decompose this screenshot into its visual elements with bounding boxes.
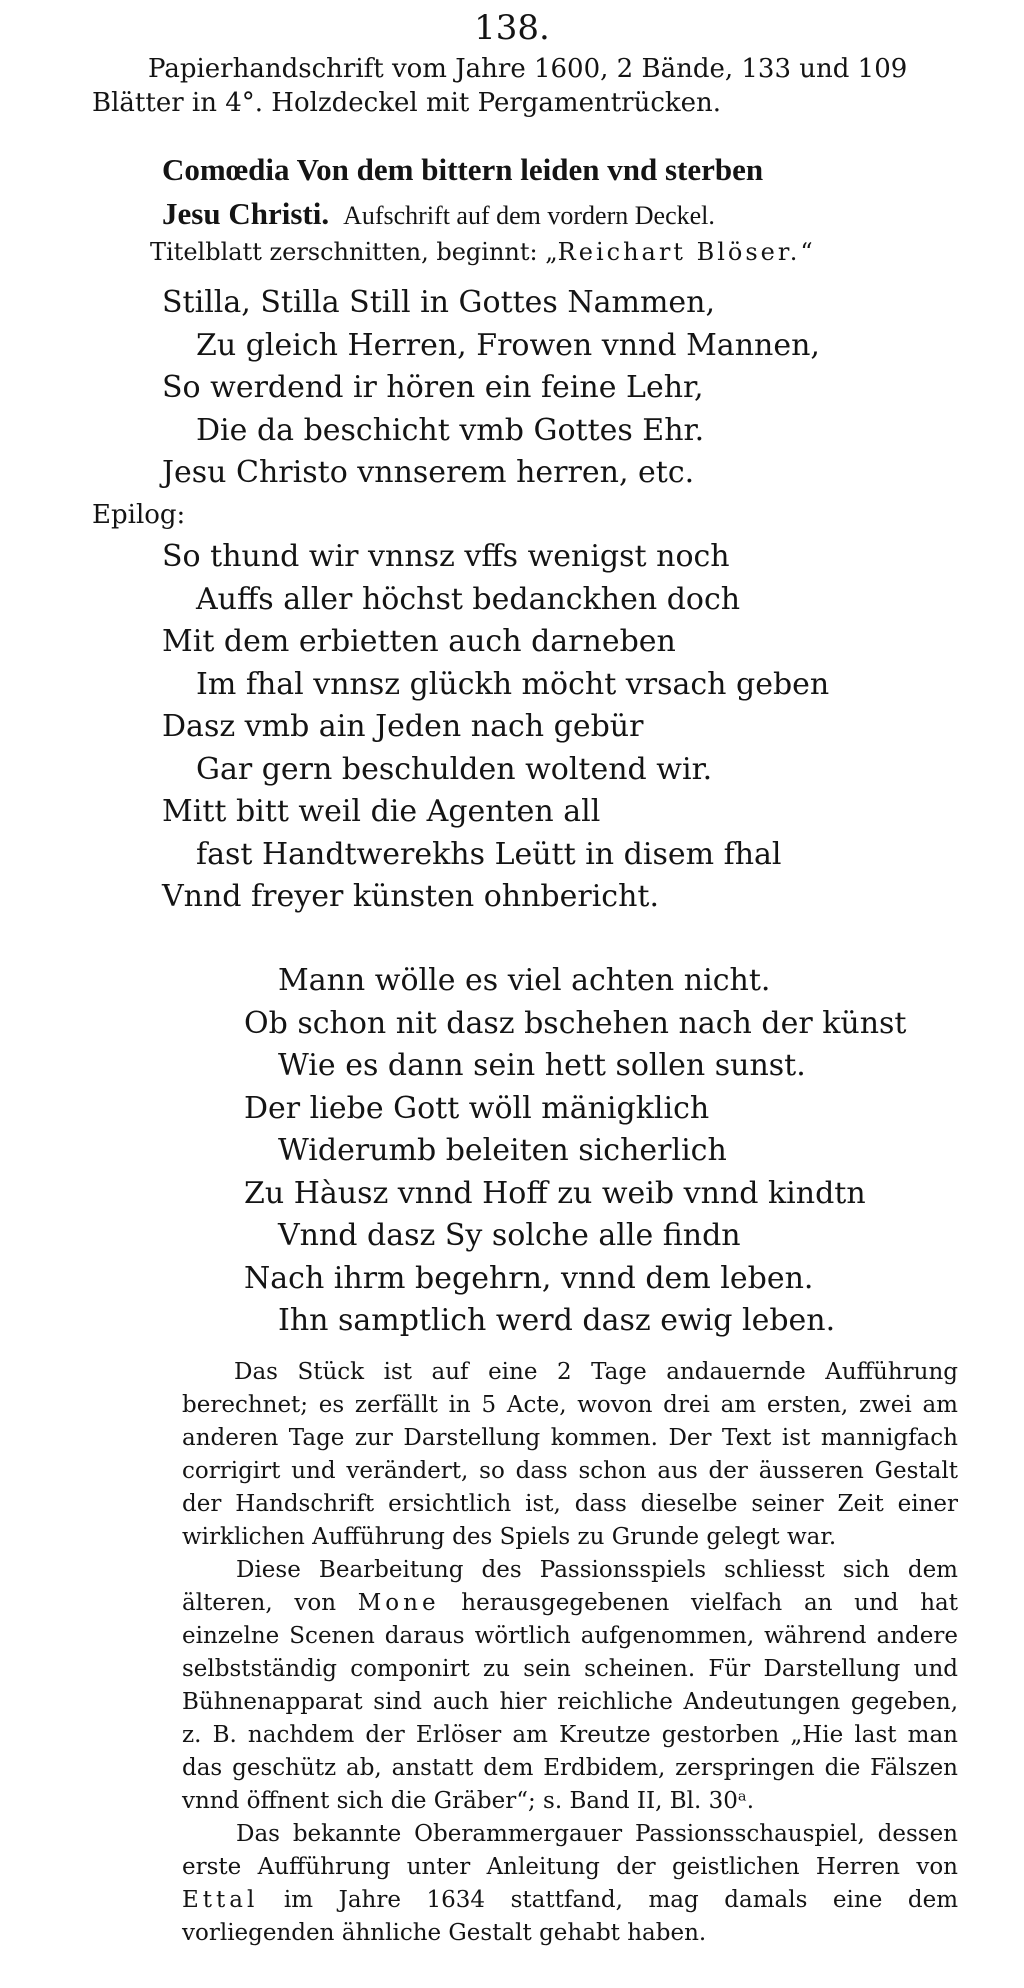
editor-name: Mone bbox=[357, 1590, 440, 1616]
verse-line: Vnnd dasz Sy solche alle findn bbox=[278, 1218, 741, 1253]
verse-line: So werdend ir hören ein feine Lehr, bbox=[162, 370, 704, 405]
verse-line: Nach ihrm begehrn, vnnd dem leben. bbox=[244, 1260, 814, 1296]
play-title bbox=[162, 148, 952, 238]
page-number: 138. bbox=[474, 8, 550, 48]
incipit-intro-suffix: “ bbox=[800, 238, 813, 266]
verse-line: Mit dem erbietten auch darneben bbox=[162, 624, 676, 659]
verse-line: Gar gern beschulden woltend wir. bbox=[196, 751, 713, 787]
manuscript-description-line-1: Papierhandschrift vom Jahre 1600, 2 Bände, 133 und 109 bbox=[148, 54, 908, 84]
commentary-paragraph-2-text: Diese Bearbeitung des Passionsspiels schliesst sich dem älteren, von bbox=[182, 1557, 958, 1616]
verse-line: Im fhal vnnsz glückh möcht vrsach geben bbox=[196, 666, 830, 702]
manuscript-description-line-2: Blätter in 4°. Holzdeckel mit Pergamentrücken. bbox=[92, 88, 722, 118]
verse-line: Zu gleich Herren, Frowen vnnd Mannen, bbox=[196, 327, 820, 363]
cover-inscription-note: Aufschrift auf dem vordern Deckel. bbox=[343, 201, 715, 230]
commentary-paragraph-3-text-cont: im Jahre 1634 stattfand, mag damals eine dem vorliegenden ähnliche Gestalt gehabt haben. bbox=[182, 1887, 959, 1946]
verse-line: Ob schon nit dasz bschehen nach der künst bbox=[244, 1005, 907, 1041]
verse-line: Vnnd freyer künsten ohnbericht. bbox=[162, 879, 660, 914]
incipit-intro bbox=[150, 238, 813, 266]
verse-line: Jesu Christo vnnserem herren, etc. bbox=[162, 455, 695, 490]
verse-line: Der liebe Gott wöll mänigklich bbox=[244, 1090, 710, 1126]
place-name: Ettal bbox=[182, 1887, 259, 1913]
verse-line: Zu Hàusz vnnd Hoff zu weib vnnd kindtn bbox=[244, 1175, 866, 1211]
manuscript-description bbox=[92, 52, 932, 120]
verse-line: Wie es dann sein hett sollen sunst. bbox=[278, 1048, 806, 1083]
verse-line: Dasz vmb ain Jeden nach gebür bbox=[162, 709, 644, 744]
verse-line: So thund wir vnnsz vffs wenigst noch bbox=[162, 539, 730, 574]
verse-line: Mann wölle es viel achten nicht. bbox=[278, 963, 771, 998]
commentary bbox=[182, 1356, 958, 1950]
commentary-paragraph-1: Das Stück ist auf eine 2 Tage andauernde Aufführung berechnet; es zerfällt in 5 Acte, wovon drei am ersten, zwei am anderen Tage zur Darstellung kommen. Der Text ist mannigfach corrigirt und verändert, so dass schon aus der äusseren Gestalt der Handschrift ersichtlich ist, dass dieselbe seiner Zeit einer wirklichen Aufführung des Spiels zu Grunde gelegt war. bbox=[182, 1359, 958, 1550]
verse-line: Auffs aller höchst bedanckhen doch bbox=[196, 581, 741, 617]
epilog-verse-part-1 bbox=[162, 536, 829, 919]
incipit-intro-prefix: Titelblatt zerschnitten, beginnt: „ bbox=[150, 238, 558, 266]
play-title-line-2: Jesu Christi. bbox=[162, 196, 330, 231]
commentary-paragraph-3 bbox=[182, 1818, 958, 1950]
verse-line: fast Handtwerekhs Leütt in disem fhal bbox=[196, 836, 782, 872]
verse-line: Mitt bitt weil die Agenten all bbox=[162, 794, 601, 829]
author-name: Reichart Blöser. bbox=[557, 238, 801, 266]
verse-line: Widerumb beleiten sicherlich bbox=[278, 1133, 727, 1168]
commentary-paragraph-3-text: Das bekannte Oberammergauer Passionsschauspiel, dessen erste Aufführung unter Anleitung der geistlichen Herren von bbox=[182, 1821, 958, 1880]
incipit-verse bbox=[162, 282, 820, 495]
epilog-label: Epilog: bbox=[92, 500, 186, 530]
commentary-paragraph-2-text-cont: herausgegebenen vielfach an und hat einzelne Scenen daraus wörtlich aufgenommen, während andere selbstständig componirt zu sein scheinen. Für Darstellung und Bühnenapparat sind auch hier reichliche Andeutungen gegeben, z. B. nachdem der Erlöser am Kreutze gestorben „Hie last man das geschütz ab, anstatt dem Erdbidem, zerspringen die Fälszen vnnd öffnent sich die Gräber“; s. Band II, Bl. 30ᵃ. bbox=[182, 1590, 959, 1814]
verse-line: Ihn samptlich werd dasz ewig leben. bbox=[278, 1303, 836, 1338]
epilog-verse-part-2 bbox=[244, 960, 907, 1343]
commentary-paragraph-2 bbox=[182, 1554, 958, 1818]
verse-line: Die da beschicht vmb Gottes Ehr. bbox=[196, 412, 705, 448]
play-title-line-1: Comœdia Von dem bittern leiden vnd sterben bbox=[162, 152, 764, 187]
verse-line: Stilla, Stilla Still in Gottes Nammen, bbox=[162, 285, 716, 320]
